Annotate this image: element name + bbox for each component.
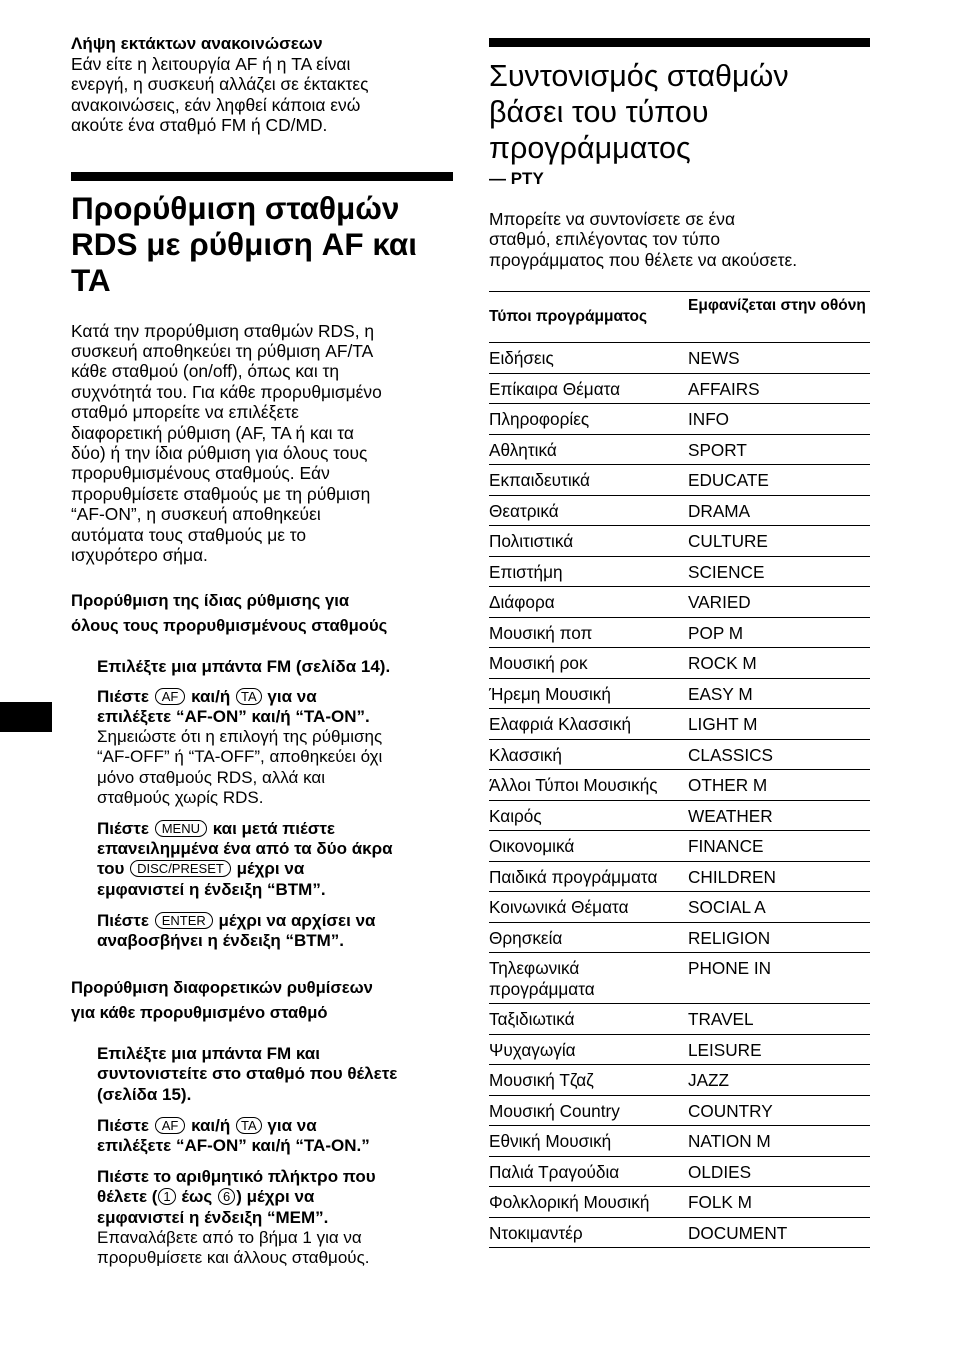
text-line: “AF-ON”, η συσκευή αποθηκεύει (71, 504, 321, 525)
column-header-program-type (489, 292, 688, 343)
program-type-cell: Επίκαιρα Θέματα (489, 373, 688, 404)
program-type-cell: Καιρός (489, 800, 688, 831)
table-row (489, 892, 870, 923)
pty-section-title (489, 58, 870, 166)
program-type-cell: Θρησκεία (489, 922, 688, 953)
display-cell: EASY M (688, 678, 870, 709)
display-cell: VARIED (688, 587, 870, 618)
text-line: ακούτε ένα σταθμό FM ή CD/MD. (71, 115, 328, 136)
program-type-cell: Μουσική ροκ (489, 648, 688, 679)
display-cell: JAZZ (688, 1065, 870, 1096)
title-line: RDS με ρύθμιση AF και (71, 225, 418, 262)
note-line: προρυθμίσετε και άλλους σταθμούς. (97, 1247, 370, 1267)
table-row (489, 709, 870, 740)
table-row (489, 343, 870, 374)
disc-preset-key: DISC/PRESET (130, 860, 231, 877)
step-text: για να (267, 1115, 317, 1135)
column-header-display: Εμφανίζεται στην οθόνη (688, 292, 870, 343)
step-text: μέχρι να (236, 859, 305, 879)
step-press-number-key (97, 1167, 453, 1268)
step-text: (σελίδα 15). (97, 1084, 192, 1104)
program-type-cell: Μουσική Country (489, 1095, 688, 1126)
program-type-cell: Κλασσική (489, 739, 688, 770)
display-cell: OLDIES (688, 1156, 870, 1187)
program-type-cell: Άλλοι Τύποι Μουσικής (489, 770, 688, 801)
pty-table-wrapper (489, 291, 870, 1248)
page-tab-marker (0, 702, 52, 732)
step-text: Επιλέξτε μια μπάντα FM και (97, 1044, 320, 1064)
program-type-cell: Μουσική Τζαζ (489, 1065, 688, 1096)
af-key: AF (155, 1117, 186, 1134)
title-line: TA (71, 261, 111, 298)
step-text: ) μέχρι να (236, 1187, 315, 1207)
program-type-cell: Τηλεφωνικά προγράμματα (489, 953, 688, 1004)
step-text: και/ή (191, 686, 231, 706)
pty-table (489, 292, 870, 1248)
display-cell: COUNTRY (688, 1095, 870, 1126)
ta-key: TA (236, 1117, 262, 1134)
text-line: Μπορείτε να συντονίσετε σε ένα (489, 209, 736, 229)
table-row (489, 434, 870, 465)
left-column (71, 34, 453, 1268)
menu-key: MENU (155, 820, 207, 837)
table-row (489, 1065, 870, 1096)
display-cell: OTHER M (688, 770, 870, 801)
display-cell: CHILDREN (688, 861, 870, 892)
text-line: προγράμματος που θέλετε να ακούσετε. (489, 249, 798, 270)
display-cell: WEATHER (688, 800, 870, 831)
text-line: διαφορετική ρύθμιση (AF, TA ή και τα (71, 422, 354, 443)
subsection-title-line: όλους τους προρυθμισμένους σταθμούς (71, 615, 388, 635)
table-row (489, 800, 870, 831)
right-column (489, 38, 870, 1248)
step-text: Πιέστε (97, 1115, 149, 1135)
display-cell: FINANCE (688, 831, 870, 862)
title-line: Συντονισμός σταθμών (489, 59, 789, 93)
text-line: σταθμό, επιλέγοντας τον τύπο (489, 229, 721, 250)
display-cell: LEISURE (688, 1034, 870, 1065)
table-row (489, 1095, 870, 1126)
table-row (489, 373, 870, 404)
program-type-cell: Εκπαιδευτικά (489, 465, 688, 496)
display-cell: PHONE IN (688, 953, 870, 1004)
program-type-cell: Φολκλορική Μουσική (489, 1187, 688, 1218)
pty-intro (489, 209, 870, 270)
program-type-cell: Οικονομικά (489, 831, 688, 862)
program-type-cell: Ντοκιμαντέρ (489, 1217, 688, 1248)
program-type-cell: Θεατρικά (489, 495, 688, 526)
pty-subtitle: — PTY (489, 169, 544, 188)
program-type-cell: Παιδικά προγράμματα (489, 861, 688, 892)
text-line: ενεργή, η συσκευή αλλάζει σε έκτακτες (71, 74, 369, 95)
program-type-cell: Ψυχαγωγία (489, 1034, 688, 1065)
step-text: του (97, 859, 125, 879)
table-header-row (489, 292, 870, 343)
subsection-title-line: Προρύθμιση διαφορετικών ρυθμίσεων (71, 978, 373, 998)
step-press-af-ta-2 (97, 1116, 453, 1156)
pty-table-body (489, 343, 870, 1248)
step-text: Πιέστε (97, 686, 149, 706)
step-select-fm-band: Επιλέξτε μια μπάντα FM (σελίδα 14). (97, 656, 391, 676)
display-cell: FOLK M (688, 1187, 870, 1218)
table-row (489, 1217, 870, 1248)
text-line: προρυθμίσετε σταθμούς με τη ρύθμιση (71, 483, 371, 504)
table-row (489, 648, 870, 679)
display-cell: NATION M (688, 1126, 870, 1157)
display-cell: SPORT (688, 434, 870, 465)
program-type-cell: Επιστήμη (489, 556, 688, 587)
subsection-title-same-setting (71, 588, 453, 638)
table-row (489, 861, 870, 892)
ta-key: TA (236, 688, 262, 705)
display-cell: DOCUMENT (688, 1217, 870, 1248)
subsection-title-line: για κάθε προρυθμισμένο σταθμό (71, 1003, 328, 1023)
program-type-cell: Πληροφορίες (489, 404, 688, 435)
section-title (71, 190, 453, 298)
number-1-key: 1 (158, 1188, 175, 1205)
note-line: “AF-OFF” ή “TA-OFF”, αποθηκεύει όχι (97, 747, 383, 767)
table-row (489, 465, 870, 496)
table-row (489, 617, 870, 648)
display-cell: EDUCATE (688, 465, 870, 496)
text-line: σταθμό μπορείτε να επιλέξετε (71, 402, 299, 423)
step-text: Πιέστε (97, 910, 149, 930)
note-line: σταθμούς χωρίς RDS. (97, 787, 264, 807)
text-line: προρυθμισμένους σταθμούς. Εάν (71, 463, 330, 484)
table-row (489, 1156, 870, 1187)
display-cell: INFO (688, 404, 870, 435)
text-line: ισχυρότερο σήμα. (71, 545, 208, 566)
program-type-cell: Ελαφριά Κλασσική (489, 709, 688, 740)
step-text: εμφανιστεί η ένδειξη “MEM”. (97, 1207, 329, 1227)
af-key: AF (155, 688, 186, 705)
table-row (489, 495, 870, 526)
note-line: μόνο σταθμούς RDS, αλλά και (97, 767, 325, 787)
text-line: συσκευή αποθηκεύει τη ρύθμιση AF/TA (71, 341, 374, 362)
step-text: Πιέστε το αριθμητικό πλήκτρο που (97, 1167, 376, 1187)
table-row (489, 739, 870, 770)
display-cell: ROCK M (688, 648, 870, 679)
display-cell: SOCIAL A (688, 892, 870, 923)
program-type-cell: Ταξιδιωτικά (489, 1004, 688, 1035)
program-type-cell: Πολιτιστικά (489, 526, 688, 557)
number-6-key: 6 (218, 1188, 235, 1205)
display-cell: CLASSICS (688, 739, 870, 770)
note-line: Επαναλάβετε από το βήμα 1 για να (97, 1227, 362, 1247)
table-row (489, 1187, 870, 1218)
program-type-cell: Μουσική ποπ (489, 617, 688, 648)
program-type-cell: Διάφορα (489, 587, 688, 618)
text-line: αυτόματα τους σταθμούς με το (71, 524, 307, 545)
body-text (71, 321, 453, 566)
table-row (489, 953, 870, 1004)
program-type-cell: Ειδήσεις (489, 343, 688, 374)
display-cell: POP M (688, 617, 870, 648)
step-text: θέλετε ( (97, 1187, 158, 1207)
display-cell: RELIGION (688, 922, 870, 953)
subsection-title-different-settings (71, 975, 453, 1025)
intro-text (71, 54, 453, 136)
table-row (489, 556, 870, 587)
display-cell: SCIENCE (688, 556, 870, 587)
program-type-cell: Ήρεμη Μουσική (489, 678, 688, 709)
step-press-enter (97, 911, 453, 951)
display-cell: CULTURE (688, 526, 870, 557)
enter-key: ENTER (155, 912, 213, 929)
table-row (489, 1126, 870, 1157)
step-text: επιλέξετε “AF-ON” και/ή “TA-ON”. (97, 706, 370, 726)
display-cell: LIGHT M (688, 709, 870, 740)
text-line: ανακοινώσεις, εάν ληφθεί κάποια ενώ (71, 94, 361, 115)
table-row (489, 587, 870, 618)
step-text: συντονιστείτε στο σταθμό που θέλετε (97, 1064, 398, 1084)
section-rule (489, 38, 870, 47)
table-row (489, 678, 870, 709)
intro-heading: Λήψη εκτάκτων ανακοινώσεων (71, 34, 323, 53)
program-type-cell: Παλιά Τραγούδια (489, 1156, 688, 1187)
table-row (489, 922, 870, 953)
text-line: συχνότητά του. Για κάθε προρυθμισμένο (71, 381, 382, 402)
step-text: Πιέστε (97, 818, 149, 838)
table-row (489, 770, 870, 801)
table-row (489, 831, 870, 862)
table-row (489, 404, 870, 435)
step-text: για να (267, 686, 317, 706)
text-line: κάθε σταθμού (on/off), όπως και τη (71, 361, 340, 382)
section-rule (71, 172, 453, 181)
step-text: έως (181, 1187, 213, 1207)
header-text: Τύποι προγράμματος (489, 308, 648, 326)
table-row (489, 1034, 870, 1065)
display-cell: DRAMA (688, 495, 870, 526)
step-text: αναβοσβήνει η ένδειξη “BTM”. (97, 930, 345, 950)
program-type-cell: Εθνική Μουσική (489, 1126, 688, 1157)
display-cell: NEWS (688, 343, 870, 374)
program-type-cell: Αθλητικά (489, 434, 688, 465)
title-line: προγράμματος (489, 131, 691, 165)
text-line: Εάν είτε η λειτουργία AF ή η TA είναι (71, 54, 351, 74)
step-text: επιλέξετε “AF-ON” και/ή “TA-ON.” (97, 1135, 370, 1155)
subsection-title-line: Προρύθμιση της ίδιας ρύθμισης για (71, 590, 350, 610)
title-line: Προρύθμιση σταθμών (71, 189, 400, 226)
step-press-af-ta (97, 687, 453, 808)
step-select-fm-tune (97, 1044, 453, 1105)
step-text: εμφανιστεί η ένδειξη “BTM”. (97, 879, 326, 899)
text-line: δύο) ή την ίδια ρύθμιση για όλους τους (71, 443, 368, 464)
step-text: μέχρι να αρχίσει να (218, 910, 376, 930)
text-line: Κατά την προρύθμιση σταθμών RDS, η (71, 320, 375, 341)
display-cell: AFFAIRS (688, 373, 870, 404)
step-text: και μετά πιέστε (212, 818, 335, 838)
program-type-cell: Κοινωνικά Θέματα (489, 892, 688, 923)
table-row (489, 526, 870, 557)
step-text: επανειλημμένα ένα από τα δύο άκρα (97, 839, 393, 859)
note-line: Σημειώστε ότι η επιλογή της ρύθμισης (97, 727, 383, 747)
table-row (489, 1004, 870, 1035)
step-text: και/ή (191, 1115, 231, 1135)
display-cell: TRAVEL (688, 1004, 870, 1035)
step-press-menu (97, 819, 453, 900)
title-line: βάσει του τύπου (489, 95, 709, 129)
